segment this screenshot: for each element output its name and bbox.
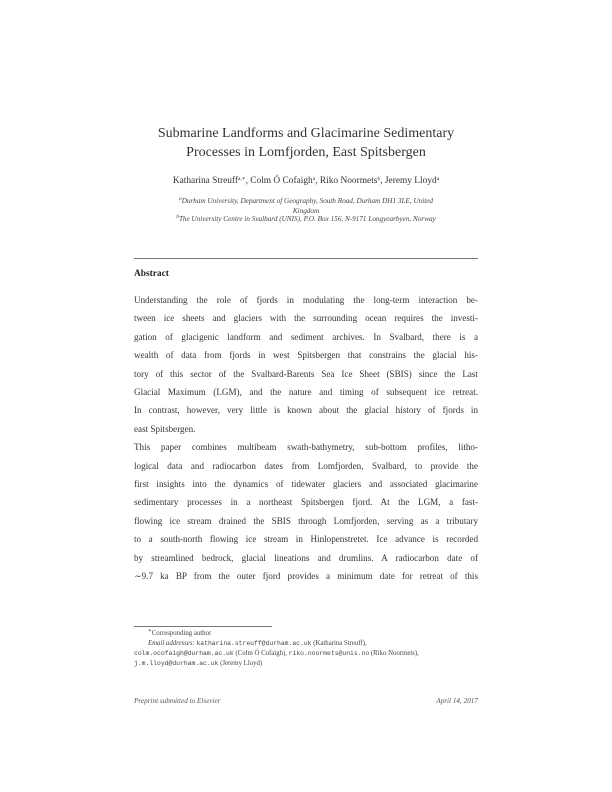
email-owner: (Jeremy Lloyd) (220, 660, 263, 667)
text-line: east Spitsbergen. (134, 423, 196, 434)
email-address[interactable]: katharina.streuff@durham.ac.uk (196, 640, 312, 647)
author-marks: a (436, 176, 440, 182)
author-name: Jeremy Lloyd (384, 176, 437, 186)
text-line: to a south-north flowing ice stream in Hinlopenstretet. Ice advance is recorded (134, 534, 478, 545)
author-name: Colm Ó Cofaigh (250, 176, 313, 186)
email-owner: (Riko Noormets), (370, 650, 419, 657)
email-label: Email addresses: (148, 640, 195, 647)
affiliation-mark: a (178, 196, 182, 202)
text-line: In contrast, however, very little is known about the glacial history of fjords in (134, 405, 478, 416)
title-line-2: Processes in Lomfjorden, East Spitsbergen (186, 145, 426, 160)
email-address[interactable]: j.m.lloyd@durham.ac.uk (134, 660, 219, 667)
text-line: first insights into the dynamics of tidewater glaciers and associated glacimarine (134, 479, 478, 490)
footnote-rule (134, 626, 272, 627)
email-owner: (Colm Ó Cofaigh), (235, 650, 287, 657)
text-line: This paper combines multibeam swath-bathymetry, sub-bottom profiles, litho- (134, 442, 478, 453)
abstract-paragraph-1 (134, 291, 478, 438)
preprint-date: April 14, 2017 (436, 697, 478, 705)
text-line: logical data and radiocarbon dates from Lomfjorden, Svalbard, to provide the (134, 460, 478, 471)
author-marks: a (312, 176, 316, 182)
abstract-paragraph-2 (134, 438, 478, 585)
affiliation-mark: b (176, 214, 179, 220)
email-line-1 (134, 639, 478, 649)
affiliation-text: The University Centre in Svalbard (UNIS), P.O. Box 156, N-9171 Longyearbyen, Norway (178, 215, 436, 223)
corresponding-mark: ∗ (148, 628, 152, 634)
paper-title (100, 124, 512, 162)
abstract-body (134, 291, 478, 586)
title-line-1: Submarine Landforms and Glacimarine Sedimentary (157, 126, 455, 141)
preprint-note: Preprint submitted to Elsevier (134, 697, 221, 705)
author-list: Katharina Streuff$^{a,∗}$, Colm Ó Cofaigh$^a$, Riko Noormets$^b$, Jeremy Lloyd$^a$ (172, 176, 440, 186)
email-address[interactable]: colm.ocofaigh@durham.ac.uk (134, 650, 234, 657)
affiliation-b (134, 214, 478, 224)
text-line: by streamlined bedrock, glacial lineations and drumlins. A radiocarbon date of (134, 552, 478, 563)
corresponding-label: Corresponding author (151, 630, 212, 637)
affiliation-a (134, 196, 478, 216)
text-line: Glacial Maximum (LGM), and the nature and timing of subsequent ice retreat. (134, 387, 478, 398)
affiliation-text-continued: Kingdom (292, 207, 320, 215)
text-line: flowing ice stream drained the SBIS through Lomfjorden, serving as a tributary (134, 515, 478, 526)
text-line: gation of glacigenic landform and sediment archives. In Svalbard, there is a (134, 331, 478, 342)
text-line: wealth of data from fjords in west Spitsbergen that constrains the glacial his- (134, 350, 478, 361)
footnotes (134, 629, 478, 669)
abstract-top-rule (134, 258, 478, 259)
page-footer (134, 697, 478, 705)
email-owner: (Katharina Streuff), (313, 640, 367, 647)
corresponding-author-note (134, 629, 478, 639)
email-address[interactable]: riko.noormets@unis.no (288, 650, 370, 657)
author-marks: b (377, 176, 381, 182)
author-name: Riko Noormets (319, 176, 378, 186)
email-line-2 (134, 649, 478, 659)
text-line: tween ice sheets and glaciers with the surrounding ocean requires the investi- (134, 313, 478, 324)
text-line: tory of this sector of the Svalbard-Barents Sea Ice Sheet (SBIS) since the Last (134, 368, 478, 379)
author-name: Katharina Streuff (172, 176, 238, 186)
email-line-3 (134, 659, 478, 669)
author-marks: a,∗ (238, 176, 246, 182)
text-line: sedimentary processes in a northeast Spitsbergen fjord. At the LGM, a fast- (134, 497, 478, 508)
text-line: ∼9.7 ka BP from the outer fjord provides a minimum date for retreat of this (134, 571, 478, 582)
text-line: Understanding the role of fjords in modulating the long-term interaction be- (134, 295, 478, 305)
abstract-heading: Abstract (134, 269, 169, 279)
affiliation-text: Durham University, Department of Geography, South Road, Durham DH1 3LE, United (181, 197, 434, 205)
